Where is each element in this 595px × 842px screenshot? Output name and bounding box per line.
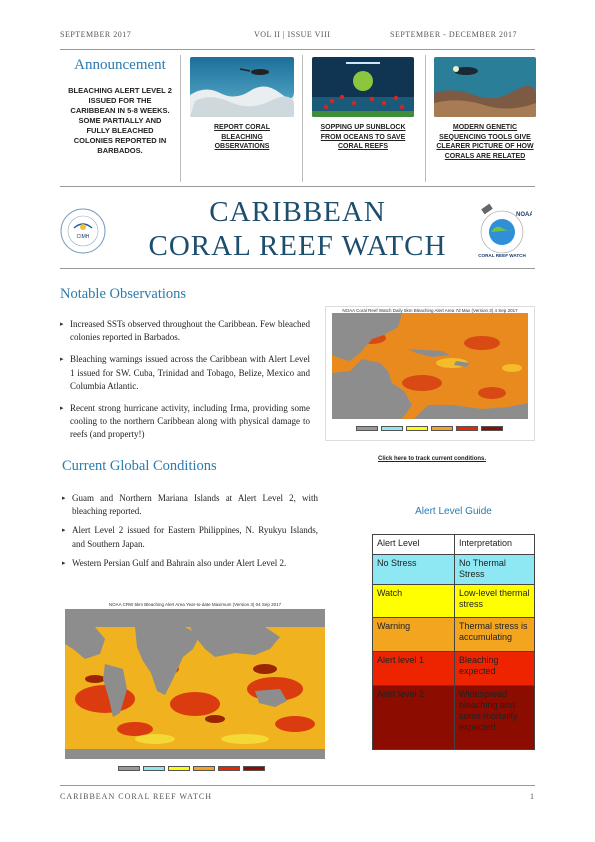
noaa-crw-logo	[474, 202, 532, 260]
caribbean-bleaching-map	[325, 306, 535, 441]
alert-level-cell: Watch	[373, 585, 455, 618]
list-item: ▸ Western Persian Gulf and Bahrain also under Alert Level 2.	[62, 557, 318, 570]
table-header-row	[373, 535, 535, 555]
column-divider	[302, 55, 303, 182]
bullet-arrow-icon: ▸	[62, 558, 66, 567]
notable-observations-list	[60, 318, 310, 451]
header-range: SEPTEMBER - DECEMBER 2017	[390, 30, 517, 39]
global-bleaching-map	[60, 602, 330, 778]
svg-text:CORAL REEF WATCH: CORAL REEF WATCH	[478, 253, 526, 258]
interpretation-cell: Widespread bleaching and some mortality expected	[455, 686, 535, 750]
sunblock-infographic	[312, 57, 414, 117]
bleached-coral-photo	[190, 57, 294, 117]
interpretation-cell: Thermal stress is accumulating	[455, 618, 535, 652]
column-header: Interpretation	[455, 535, 535, 555]
announcement-text: BLEACHING ALERT LEVEL 2 ISSUED FOR THE CARIBBEAN IN 5-8 WEEKS. SOME PARTIALLY AND FULLY BLEACHED COLONIES REPORTED IN BARBADOS.	[68, 86, 172, 155]
map-title: NOAA CRW 5km Bleaching Alert Area Year-to-date Maximum (Version 3) 04 Sep 2017	[108, 602, 282, 607]
track-conditions-link[interactable]: Click here to track current conditions.	[378, 456, 487, 462]
table-row	[373, 585, 535, 618]
bullet-arrow-icon: ▸	[60, 355, 64, 364]
footer-rule	[60, 785, 535, 786]
page-number: 1	[530, 792, 534, 801]
svg-text:CIMH: CIMH	[76, 234, 90, 240]
header-issue: VOL II | ISSUE VIII	[254, 30, 331, 39]
bullet-arrow-icon: ▸	[62, 494, 66, 502]
bullet-arrow-icon: ▸	[60, 320, 64, 328]
notable-observations-heading: Notable Observations	[60, 286, 187, 302]
interpretation-cell: Bleaching expected	[455, 652, 535, 686]
table-row	[373, 555, 535, 585]
header-date: SEPTEMBER 2017	[60, 30, 132, 39]
table-row	[373, 618, 535, 652]
bullet-arrow-icon: ▸	[62, 526, 66, 535]
footer-title: CARIBBEAN CORAL REEF WATCH	[60, 792, 213, 801]
table-row	[373, 686, 535, 750]
alert-level-cell: Alert level 2	[373, 686, 455, 750]
section-rule	[60, 268, 535, 269]
sunblock-article-link[interactable]: SOPPING UP SUNBLOCK FROM OCEANS TO SAVE CORAL REEFS	[320, 124, 406, 150]
alert-level-cell: Alert level 1	[373, 652, 455, 686]
alert-level-cell: Warning	[373, 618, 455, 652]
alert-guide-title: Alert Level Guide	[415, 506, 492, 517]
list-item: ▸ Bleaching warnings issued across the Caribbean with Alert Level 1 issued for SW. Cuba, Trinidad and Tobago, Belize, Mexico and Columbia Atlantic.	[60, 354, 310, 391]
masthead-title-line1: CARIBBEAN	[209, 196, 386, 228]
map-legend	[118, 766, 330, 771]
list-item: ▸ Alert Level 2 issued for Eastern Philippines, N. Ryukyu Islands, and Southern Japan.	[62, 525, 318, 549]
list-item: ▸ Increased SSTs observed throughout the Caribbean. Few bleached colonies reported in Barbados.	[60, 319, 310, 343]
map-title: NOAA Coral Reef Watch Daily 5km Bleaching Alert Area 7d Max (Version 3) 4 Sep 2017	[342, 308, 518, 313]
masthead-title-line2: CORAL REEF WATCH	[148, 230, 447, 262]
column-header: Alert Level	[373, 535, 455, 555]
alert-level-table	[372, 534, 535, 750]
svg-text:NOAA: NOAA	[516, 212, 532, 218]
snorkeler-reef-photo	[434, 57, 536, 117]
alert-level-cell: No Stress	[373, 555, 455, 585]
list-item: ▸ Recent strong hurricane activity, including Irma, providing some cooling to the northern Caribbean along with physical damage to reefs (and property!)	[60, 403, 310, 440]
table-row	[373, 652, 535, 686]
bullet-arrow-icon: ▸	[60, 404, 64, 413]
genetic-sequencing-link[interactable]: MODERN GENETIC SEQUENCING TOOLS GIVE CLEARER PICTURE OF HOW CORALS ARE RELATED	[436, 124, 534, 160]
list-item: ▸ Guam and Northern Mariana Islands at Alert Level 2, with bleaching reported.	[62, 493, 318, 517]
section-rule	[60, 186, 535, 187]
interpretation-cell: No Thermal Stress	[455, 555, 535, 585]
announcement-title: Announcement	[74, 57, 166, 73]
map-legend	[356, 426, 534, 431]
interpretation-cell: Low-level thermal stress	[455, 585, 535, 618]
column-divider	[425, 55, 426, 182]
column-divider	[180, 55, 181, 182]
header-rule	[60, 49, 535, 50]
report-bleaching-link[interactable]: REPORT CORAL BLEACHING OBSERVATIONS	[214, 124, 270, 150]
global-conditions-heading: Current Global Conditions	[62, 458, 217, 474]
global-conditions-list	[62, 492, 318, 576]
